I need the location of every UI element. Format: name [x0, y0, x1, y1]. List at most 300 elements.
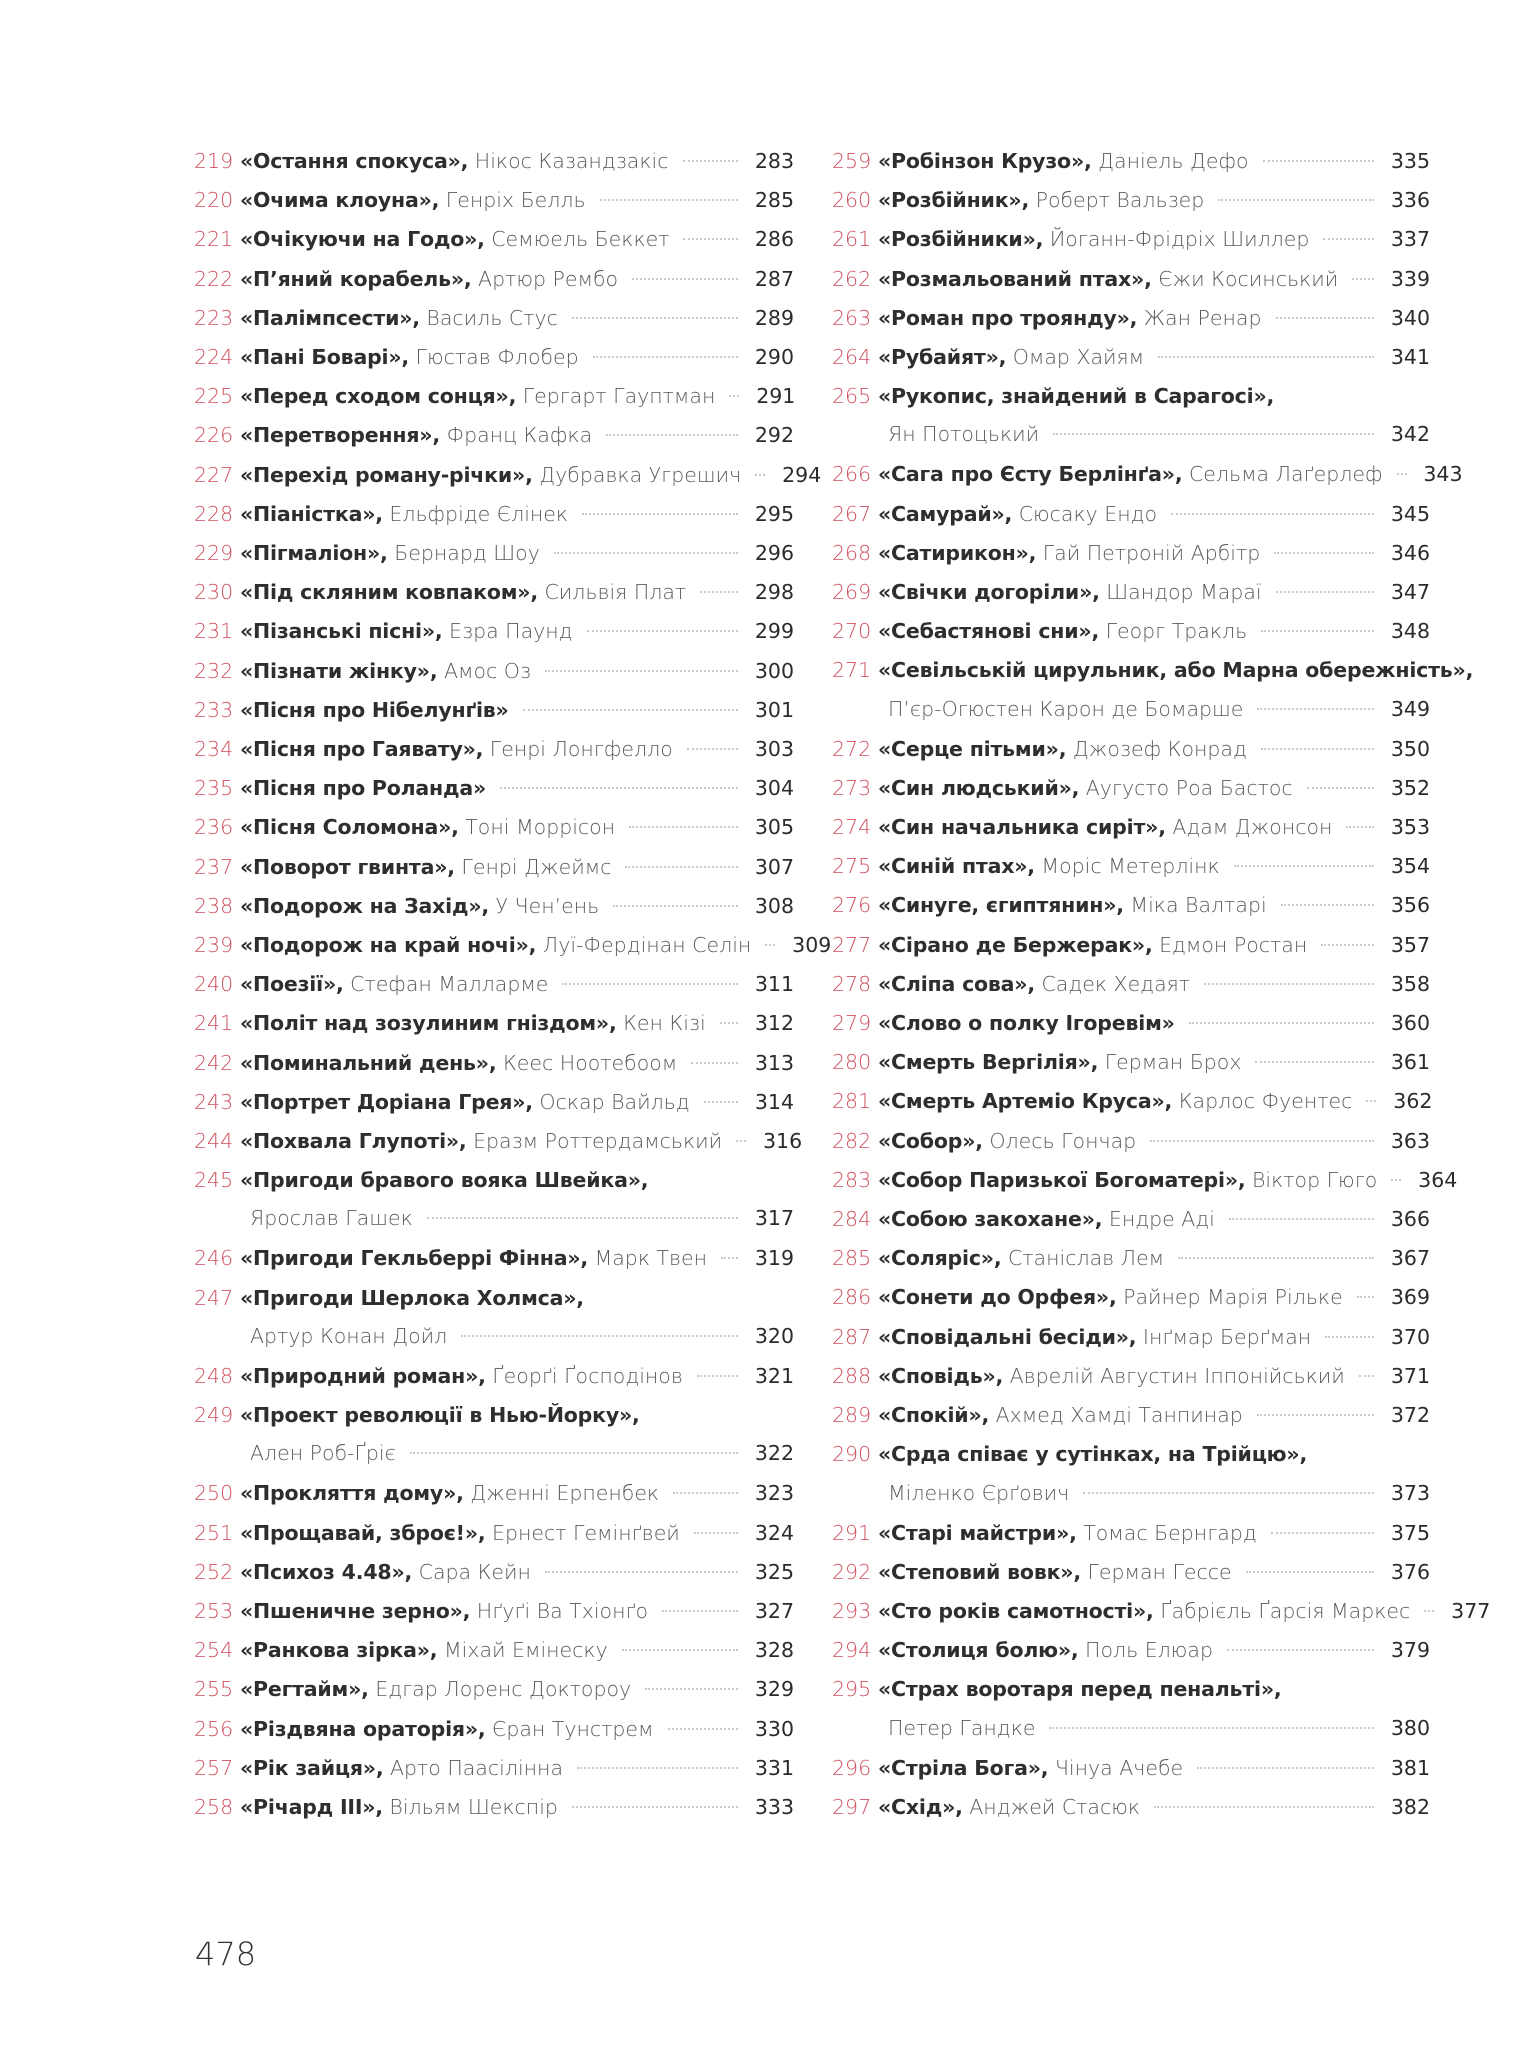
author-name: Єжи Косинський: [1158, 266, 1339, 291]
entry-number: 272: [832, 736, 872, 761]
dot-leader: [600, 199, 738, 201]
author-name: Томас Бернгард: [1083, 1520, 1257, 1545]
author-name: Марк Твен: [594, 1246, 708, 1271]
page-ref[interactable]: 346: [1390, 540, 1430, 565]
toc-entry[interactable]: [832, 573, 1430, 612]
page-ref[interactable]: 376: [1390, 1559, 1430, 1584]
toc-entry[interactable]: [194, 1749, 794, 1788]
toc-entry[interactable]: [194, 1122, 803, 1161]
toc-entry[interactable]: [832, 455, 1463, 494]
entry-number: 288: [832, 1363, 872, 1388]
toc-entry-line: [832, 1631, 1430, 1670]
author-name: Інґмар Берґман: [1142, 1324, 1312, 1349]
toc-entry[interactable]: [832, 1082, 1433, 1121]
page-ref[interactable]: 292: [754, 423, 794, 448]
book-title: «Сага про Єсту Берлінґа»,: [878, 462, 1183, 487]
book-title: «Сатирикон»,: [878, 540, 1037, 565]
page-ref[interactable]: 304: [754, 776, 794, 801]
page-ref[interactable]: 325: [754, 1559, 794, 1584]
toc-entry[interactable]: [194, 848, 794, 887]
book-title: «Остання спокуса»,: [240, 149, 469, 173]
page-ref[interactable]: 379: [1390, 1638, 1430, 1663]
toc-entry-line: [832, 926, 1430, 965]
page-ref[interactable]: 303: [754, 737, 794, 762]
toc-entry[interactable]: [832, 534, 1430, 573]
toc-entry[interactable]: [832, 1788, 1430, 1827]
author-name: Міхай Емінеску: [443, 1638, 608, 1663]
page-ref[interactable]: 375: [1390, 1520, 1430, 1545]
page-ref[interactable]: 291: [756, 384, 796, 409]
toc-entry-title-line: [194, 1161, 794, 1200]
page-ref[interactable]: 298: [754, 580, 794, 605]
toc-entry[interactable]: [194, 1239, 794, 1278]
toc-entry-line: [832, 1239, 1430, 1278]
page-ref[interactable]: 342: [1390, 422, 1430, 447]
toc-entry[interactable]: [832, 1357, 1430, 1396]
toc-entry[interactable]: [832, 926, 1430, 965]
toc-entry[interactable]: [194, 416, 794, 455]
toc-entry[interactable]: [194, 769, 794, 808]
page-ref[interactable]: 369: [1390, 1285, 1430, 1310]
entry-number: 275: [832, 854, 872, 879]
page-ref[interactable]: 316: [763, 1129, 803, 1154]
page-ref[interactable]: 336: [1390, 188, 1430, 213]
page-ref[interactable]: 347: [1390, 580, 1430, 605]
book-title: «Соляріс»,: [878, 1246, 1002, 1271]
toc-entry[interactable]: [832, 299, 1430, 338]
page-ref[interactable]: 294: [782, 462, 822, 487]
page-ref[interactable]: 307: [754, 854, 794, 879]
author-name: Станіслав Лем: [1007, 1246, 1165, 1271]
page-ref[interactable]: 360: [1390, 1011, 1430, 1036]
page-ref[interactable]: 341: [1390, 345, 1430, 370]
page-ref[interactable]: 283: [754, 149, 794, 173]
dot-leader: [1255, 1061, 1374, 1063]
book-title: «Схід»,: [878, 1794, 963, 1819]
toc-entry-line: [832, 1553, 1430, 1592]
dot-leader: [1204, 983, 1374, 985]
book-title: «Смерть Артеміо Круса»,: [878, 1089, 1173, 1114]
toc-entry-line: [194, 495, 794, 534]
toc-entry[interactable]: [194, 1161, 794, 1236]
toc-entry[interactable]: [194, 965, 794, 1004]
author-name: Сюсаку Ендо: [1018, 501, 1158, 526]
toc-entry[interactable]: [832, 181, 1430, 220]
toc-entry[interactable]: [194, 338, 794, 377]
entry-number: 269: [832, 580, 872, 605]
author-name: Єран Тунстрем: [492, 1716, 654, 1741]
book-title: «Собор Паризької Богоматері»,: [878, 1167, 1246, 1192]
page-ref[interactable]: 356: [1390, 893, 1430, 918]
book-title: «Себастянові сни»,: [878, 619, 1100, 644]
entry-number: 253: [194, 1598, 234, 1623]
toc-entry[interactable]: [194, 456, 822, 495]
author-name: Міленко Єрґович: [888, 1480, 1070, 1505]
author-name: Міка Валтарі: [1130, 893, 1267, 918]
toc-entry[interactable]: [832, 495, 1430, 534]
page-ref[interactable]: 329: [754, 1677, 794, 1702]
toc-entry[interactable]: [832, 1553, 1430, 1592]
toc-entry-line: [194, 456, 822, 495]
page-ref[interactable]: 289: [754, 305, 794, 330]
dot-leader: [1158, 356, 1374, 358]
page-ref[interactable]: 371: [1390, 1363, 1430, 1388]
toc-entry[interactable]: [832, 808, 1430, 847]
page-ref[interactable]: 324: [754, 1520, 794, 1545]
toc-entry[interactable]: [832, 1514, 1430, 1553]
page-ref[interactable]: 364: [1418, 1167, 1458, 1192]
entry-number: 228: [194, 501, 234, 526]
dot-leader: [1276, 317, 1375, 319]
page-ref[interactable]: 362: [1393, 1089, 1433, 1114]
toc-entry-line: [832, 1592, 1491, 1631]
toc-entry[interactable]: [194, 1553, 794, 1592]
dot-leader: [683, 238, 738, 240]
toc-entry[interactable]: [194, 573, 794, 612]
entry-number: 235: [194, 776, 234, 801]
toc-entry-line: [194, 848, 794, 887]
toc-entry[interactable]: [832, 142, 1430, 181]
book-title: «Рубайят»,: [878, 345, 1007, 370]
toc-entry-author-line: [832, 1475, 1430, 1511]
author-name: Генрі Джеймс: [461, 854, 612, 879]
toc-entry[interactable]: [194, 1279, 794, 1354]
toc-entry[interactable]: [194, 1083, 794, 1122]
entry-number: 251: [194, 1520, 234, 1545]
book-title: «Серце пітьми»,: [878, 736, 1067, 761]
page-ref[interactable]: 372: [1390, 1403, 1430, 1428]
entry-number: 286: [832, 1285, 872, 1310]
book-title: «Сліпа сова»,: [878, 971, 1035, 996]
book-title: «Пшеничне зерно»,: [240, 1598, 471, 1623]
dot-leader: [1321, 944, 1374, 946]
page-ref[interactable]: 353: [1390, 815, 1430, 840]
page-ref[interactable]: 290: [754, 345, 794, 370]
dot-leader: [562, 983, 738, 985]
page-ref[interactable]: 377: [1451, 1598, 1491, 1623]
toc-entry-line: [194, 1239, 794, 1278]
author-name: Герман Брох: [1104, 1050, 1242, 1075]
toc-entry-line: [832, 573, 1430, 612]
toc-entry[interactable]: [832, 1592, 1491, 1631]
toc-entry-line: [832, 1514, 1430, 1553]
page-ref[interactable]: 299: [754, 619, 794, 644]
dot-leader: [720, 1022, 738, 1024]
book-title: «Сповідальні бесіди»,: [878, 1324, 1137, 1349]
author-name: Моріс Метерлінк: [1041, 854, 1220, 879]
toc-entry[interactable]: [832, 651, 1474, 726]
toc-entry-line: [832, 1749, 1430, 1788]
toc-entry-title-line: [194, 1279, 794, 1318]
dot-leader: [1346, 826, 1374, 828]
toc-entry[interactable]: [832, 1396, 1430, 1435]
toc-entry-title-line: [832, 651, 1474, 690]
author-name: Нікос Казандзакіс: [474, 149, 669, 173]
dot-leader: [582, 513, 738, 515]
toc-entry[interactable]: [194, 730, 794, 769]
author-name: Дженні Ерпенбек: [470, 1481, 660, 1506]
dot-leader: [683, 160, 739, 162]
toc-entry-line: [194, 965, 794, 1004]
author-name: Гай Петроній Арбітр: [1042, 540, 1261, 565]
page-ref[interactable]: 337: [1390, 227, 1430, 252]
page-ref[interactable]: 320: [754, 1323, 794, 1348]
author-name: Артюр Рембо: [478, 266, 619, 291]
author-name: Чінуа Ачебе: [1054, 1755, 1184, 1780]
dot-leader: [572, 317, 738, 319]
page-ref[interactable]: 305: [754, 815, 794, 840]
dot-leader: [1178, 1257, 1374, 1259]
toc-entry[interactable]: [832, 1004, 1430, 1043]
toc-entry[interactable]: [194, 142, 794, 181]
toc-entry[interactable]: [194, 887, 794, 926]
toc-entry-line: [194, 573, 794, 612]
toc-entry[interactable]: [832, 847, 1430, 886]
toc-entry-line: [832, 1122, 1430, 1161]
toc-entry-line: [832, 534, 1430, 573]
toc-entry[interactable]: [194, 1396, 794, 1471]
page-ref[interactable]: 381: [1390, 1755, 1430, 1780]
toc-entry[interactable]: [194, 652, 794, 691]
toc-entry[interactable]: [194, 1357, 794, 1396]
page-ref[interactable]: 331: [754, 1755, 794, 1780]
page-ref[interactable]: 322: [754, 1441, 794, 1466]
book-title: «Син начальника сиріт»,: [878, 815, 1166, 840]
book-title: «Свічки догоріли»,: [878, 580, 1100, 605]
toc-entry[interactable]: [194, 1710, 794, 1749]
toc-entry[interactable]: [832, 220, 1430, 259]
toc-entry[interactable]: [832, 1043, 1430, 1082]
toc-entry[interactable]: [194, 299, 794, 338]
toc-entry[interactable]: [832, 1200, 1430, 1239]
author-name: Еразм Роттердамський: [473, 1129, 723, 1154]
author-name: Жан Ренар: [1143, 305, 1262, 330]
page-ref[interactable]: 286: [754, 227, 794, 252]
page-ref[interactable]: 380: [1390, 1715, 1430, 1740]
toc-entry[interactable]: [832, 1239, 1430, 1278]
toc-entry[interactable]: [194, 1474, 794, 1513]
page-ref[interactable]: 340: [1390, 305, 1430, 330]
entry-number: 290: [832, 1442, 872, 1467]
entry-number: 271: [832, 658, 872, 683]
page-ref[interactable]: 354: [1390, 854, 1430, 879]
toc-entry[interactable]: [832, 338, 1430, 377]
toc-entry[interactable]: [832, 1670, 1430, 1745]
toc-entry[interactable]: [832, 965, 1430, 1004]
author-name: Поль Елюар: [1085, 1638, 1213, 1663]
page-ref[interactable]: 366: [1390, 1207, 1430, 1232]
book-title: «Столиця болю»,: [878, 1638, 1079, 1663]
page-ref[interactable]: 349: [1390, 696, 1430, 721]
page-ref[interactable]: 358: [1390, 971, 1430, 996]
dot-leader: [461, 1335, 738, 1337]
author-name: Анджей Стасюк: [969, 1794, 1141, 1819]
toc-entry[interactable]: [194, 377, 794, 416]
book-title: «Різдвяна ораторія»,: [240, 1716, 486, 1741]
toc-entry[interactable]: [832, 886, 1430, 925]
toc-entry[interactable]: [832, 1278, 1430, 1317]
toc-entry[interactable]: [194, 926, 832, 965]
toc-entry-line: [832, 455, 1463, 494]
toc-entry[interactable]: [194, 1631, 794, 1670]
dot-leader: [765, 944, 775, 946]
entry-number: 279: [832, 1011, 872, 1036]
toc-entry[interactable]: [832, 377, 1430, 452]
page-ref[interactable]: 361: [1390, 1050, 1430, 1075]
page-ref[interactable]: 350: [1390, 736, 1430, 761]
toc-entry[interactable]: [832, 730, 1430, 769]
toc-entry-author-line: [832, 691, 1430, 727]
toc-entry[interactable]: [832, 612, 1430, 651]
entry-number: 289: [832, 1403, 872, 1428]
page-ref[interactable]: 295: [754, 501, 794, 526]
toc-entry-line: [832, 886, 1430, 925]
entry-number: 252: [194, 1559, 234, 1584]
page-ref[interactable]: 309: [792, 933, 832, 958]
page-ref[interactable]: 352: [1390, 775, 1430, 800]
dot-leader: [1397, 473, 1407, 475]
dot-leader: [606, 434, 738, 436]
page-ref[interactable]: 308: [754, 893, 794, 918]
book-title: «Перехід роману-річки»,: [240, 462, 533, 487]
dot-leader: [1154, 1806, 1374, 1808]
page-ref[interactable]: 314: [754, 1089, 794, 1114]
page-ref[interactable]: 339: [1390, 266, 1430, 291]
dot-leader: [593, 356, 738, 358]
author-name: Сильвія Плат: [544, 580, 687, 605]
page-ref[interactable]: 285: [754, 188, 794, 213]
page-ref[interactable]: 373: [1390, 1480, 1430, 1505]
toc-entry[interactable]: [194, 808, 794, 847]
toc-entry[interactable]: [194, 260, 794, 299]
book-title: «Подорож на Захід»,: [240, 893, 489, 918]
book-title: «Роман про троянду»,: [878, 305, 1138, 330]
toc-entry-line: [194, 808, 794, 847]
entry-number: 281: [832, 1089, 872, 1114]
page-ref[interactable]: 343: [1423, 462, 1463, 487]
toc-entry-line: [194, 142, 794, 181]
entry-number: 261: [832, 227, 872, 252]
book-title: «Синуге, єгиптянин»,: [878, 893, 1124, 918]
toc-entry[interactable]: [194, 1044, 794, 1083]
dot-leader: [704, 1101, 738, 1103]
page-ref[interactable]: 363: [1390, 1128, 1430, 1153]
page-ref[interactable]: 335: [1390, 149, 1430, 173]
dot-leader: [736, 1140, 746, 1142]
page-ref[interactable]: 287: [754, 266, 794, 291]
toc-entry[interactable]: [194, 1004, 794, 1043]
toc-entry-line: [194, 1553, 794, 1592]
toc-entry[interactable]: [832, 1631, 1430, 1670]
dot-leader: [1424, 1610, 1434, 1612]
page-ref[interactable]: 313: [754, 1050, 794, 1075]
toc-entry-line: [832, 1082, 1433, 1121]
entry-number: 293: [832, 1598, 872, 1623]
page-ref[interactable]: 296: [754, 541, 794, 566]
book-title: «Сповідь»,: [878, 1363, 1004, 1388]
toc-entry[interactable]: [194, 1670, 794, 1709]
toc-entry[interactable]: [194, 1788, 794, 1827]
page-ref[interactable]: 311: [754, 972, 794, 997]
toc-entry-title-line: [832, 1435, 1430, 1474]
page-ref[interactable]: 345: [1390, 501, 1430, 526]
page-ref[interactable]: 321: [754, 1363, 794, 1388]
page-ref[interactable]: 382: [1390, 1794, 1430, 1819]
toc-entry[interactable]: [832, 1318, 1430, 1357]
author-name: Ахмед Хамді Танпинар: [995, 1403, 1243, 1428]
page-ref[interactable]: 327: [754, 1598, 794, 1623]
toc-entry[interactable]: [194, 691, 794, 730]
book-title: «Очікуючи на Годо»,: [240, 227, 485, 252]
page-ref[interactable]: 300: [754, 658, 794, 683]
book-title: «Спокій»,: [878, 1403, 990, 1428]
toc-entry[interactable]: [194, 1592, 794, 1631]
page-ref[interactable]: 357: [1390, 932, 1430, 957]
toc-entry[interactable]: [832, 1122, 1430, 1161]
page-ref[interactable]: 333: [754, 1794, 794, 1819]
toc-entry[interactable]: [194, 534, 794, 573]
page-ref[interactable]: 319: [754, 1246, 794, 1271]
toc-entry[interactable]: [832, 1161, 1458, 1200]
book-title: «Сонети до Орфея»,: [878, 1285, 1117, 1310]
entry-number: 274: [832, 815, 872, 840]
page-ref[interactable]: 367: [1390, 1246, 1430, 1271]
entry-number: 285: [832, 1246, 872, 1271]
toc-entry[interactable]: [194, 181, 794, 220]
toc-entry-line: [832, 1396, 1430, 1435]
dot-leader: [629, 826, 738, 828]
author-name: Генрі Лонгфелло: [489, 737, 673, 762]
toc-entry-line: [832, 1357, 1430, 1396]
page-ref[interactable]: 323: [754, 1481, 794, 1506]
entry-number: 295: [832, 1677, 872, 1702]
author-name: Аугусто Роа Бастос: [1085, 775, 1293, 800]
toc-entry-title-line: [194, 1396, 794, 1435]
toc-entry[interactable]: [832, 1749, 1430, 1788]
toc-entry-line: [832, 220, 1430, 259]
toc-entry[interactable]: [194, 612, 794, 651]
toc-entry[interactable]: [194, 1514, 794, 1553]
page-ref[interactable]: 317: [754, 1206, 794, 1231]
toc-entry[interactable]: [832, 1435, 1430, 1510]
book-title: «Розбійник»,: [878, 188, 1030, 213]
page-ref[interactable]: 312: [754, 1011, 794, 1036]
entry-number: 277: [832, 932, 872, 957]
author-name: Райнер Марія Рільке: [1123, 1285, 1343, 1310]
dot-leader: [613, 905, 738, 907]
toc-entry[interactable]: [832, 769, 1430, 808]
book-title: «Степовий вовк»,: [878, 1559, 1081, 1584]
toc-entry[interactable]: [832, 260, 1430, 299]
page-ref[interactable]: 370: [1390, 1324, 1430, 1349]
toc-entry[interactable]: [194, 220, 794, 259]
author-name: Петер Гандке: [888, 1715, 1036, 1740]
dot-leader: [577, 1767, 738, 1769]
author-name: Герман Гессе: [1087, 1559, 1232, 1584]
toc-entry-line: [832, 338, 1430, 377]
page-ref[interactable]: 328: [754, 1638, 794, 1663]
page-ref[interactable]: 348: [1390, 619, 1430, 644]
page-ref[interactable]: 330: [754, 1716, 794, 1741]
toc-entry[interactable]: [194, 495, 794, 534]
toc-entry-line: [194, 1749, 794, 1788]
page-ref[interactable]: 301: [754, 697, 794, 722]
book-title: «Поезії»,: [240, 972, 344, 997]
dot-leader: [545, 670, 738, 672]
toc-entry-line: [194, 730, 794, 769]
toc-entry-line: [832, 847, 1430, 886]
book-title: «Пригоди Шерлока Холмса»,: [240, 1285, 584, 1310]
